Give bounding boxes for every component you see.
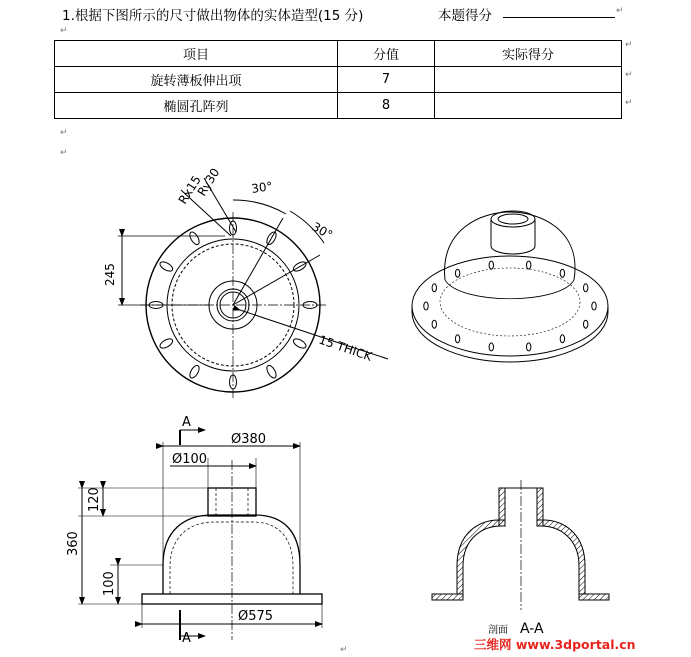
paragraph-mark: ↵ [625,70,633,80]
elliptical-hole [265,364,278,380]
dia-575: Ø575 [238,609,274,624]
iso-hole [489,343,493,351]
cell-value: 8 [338,93,435,119]
rx-label: Rx15 [175,173,204,207]
paragraph-mark: ↵ [625,98,633,108]
watermark [474,635,636,653]
ry-label: Ry30 [194,165,223,199]
header-value: 分值 [338,41,435,67]
angle-label-1: 30° [250,179,274,196]
front-view [66,415,322,646]
paragraph-mark: ↵ [616,6,624,16]
iso-hole [584,284,588,292]
dim-245: 245 [103,263,117,286]
elliptical-hole [158,260,174,273]
iso-hole [584,320,588,328]
paragraph-mark: ↵ [60,26,68,36]
header-actual: 实际得分 [435,41,622,67]
elliptical-hole [292,337,308,350]
dim-100: 100 [102,571,117,596]
cell-item: 旋转薄板伸出项 [55,67,338,93]
question-title: 1.根据下图所示的尺寸做出物体的实体造型(15 分) [62,8,364,24]
iso-hole [527,261,531,269]
watermark-cn: 三维网 [474,637,512,652]
iso-hole [560,335,564,343]
iso-hole [432,284,436,292]
iso-hole [455,269,459,277]
thick-label: 15 THICK [317,332,374,364]
dia-100: Ø100 [172,452,208,467]
paragraph-mark: ↵ [60,128,68,138]
paragraph-mark: ↵ [60,148,68,158]
iso-holes [424,261,596,351]
section-mark-bottom: A [182,631,191,646]
dia-380: Ø380 [231,432,267,447]
iso-hole [527,343,531,351]
paragraph-mark: ↵ [625,40,633,50]
score-label: 本题得分 [438,8,492,24]
cell-value: 7 [338,67,435,93]
iso-hole [489,261,493,269]
top-view [103,166,388,398]
section-view [432,480,609,637]
cell-item: 椭圆孔阵列 [55,93,338,119]
paragraph-mark: ↵ [340,645,348,655]
section-mark-top: A [182,415,191,430]
watermark-url: www.3dportal.cn [515,637,636,652]
elliptical-hole [188,230,201,246]
section-label: A-A [520,621,544,637]
iso-hole [560,269,564,277]
dim-120: 120 [87,487,102,512]
header-item: 项目 [55,41,338,67]
isometric-view [412,211,608,362]
angle-label-2: 30° [309,219,335,243]
elliptical-hole [158,337,174,350]
iso-hole [424,302,428,310]
dim-360: 360 [66,531,81,556]
iso-hole [592,302,596,310]
elliptical-hole [188,364,201,380]
iso-hole [455,335,459,343]
section-prefix: 剖面 [488,625,508,636]
iso-hole [432,320,436,328]
